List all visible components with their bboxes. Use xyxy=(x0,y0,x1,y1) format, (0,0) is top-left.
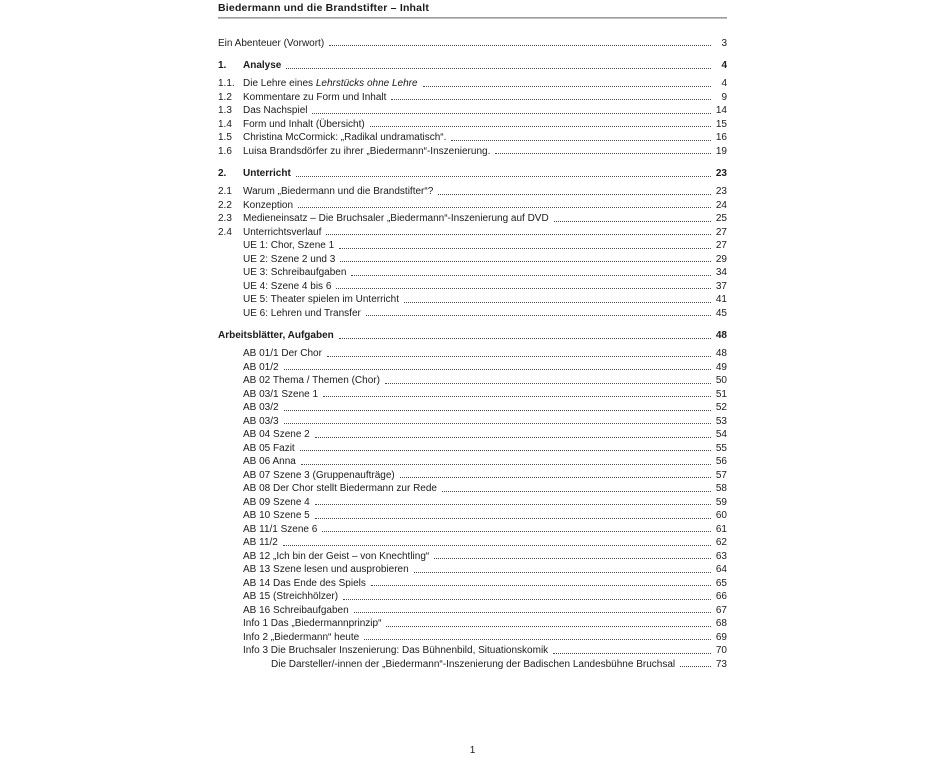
toc-entry-page: 4 xyxy=(721,78,727,89)
toc-entry-page: 23 xyxy=(715,168,727,179)
toc-entry xyxy=(218,413,727,427)
toc-entry-text: AB 08 Der Chor stellt Biedermann zur Rede xyxy=(243,483,437,494)
toc-entry-text: AB 07 Szene 3 (Gruppenaufträge) xyxy=(243,469,395,481)
toc-entry-label xyxy=(243,524,317,535)
toc-entry-label xyxy=(243,456,296,467)
dot-leader xyxy=(451,140,711,141)
toc-entry xyxy=(218,359,727,373)
toc-list xyxy=(218,35,727,670)
toc-entry-page: 37 xyxy=(715,280,727,292)
toc-entry-text: AB 10 Szene 5 xyxy=(243,510,310,521)
dot-leader xyxy=(315,437,711,438)
toc-entry xyxy=(218,116,727,130)
toc-entry-text: AB 13 Szene lesen und ausprobieren xyxy=(243,564,409,575)
toc-entry-number: 1.2 xyxy=(218,91,232,103)
page-header xyxy=(218,0,727,19)
toc-entry-page: 23 xyxy=(715,186,727,197)
dot-leader xyxy=(404,302,711,303)
toc-entry-page: 52 xyxy=(715,402,727,413)
toc-entry-page: 45 xyxy=(715,307,727,319)
dot-leader xyxy=(423,86,711,87)
toc-entry-text: AB 04 Szene 2 xyxy=(243,429,310,440)
toc-entry-page: 24 xyxy=(715,199,727,211)
dot-leader xyxy=(385,383,711,384)
toc-entry-text: Warum „Biedermann und die Brandstifter“? xyxy=(243,186,434,197)
toc-entry-label xyxy=(243,146,490,157)
toc-entry-page: 53 xyxy=(715,415,727,427)
page-footer xyxy=(218,745,727,756)
toc-entry-label xyxy=(243,78,418,89)
toc-entry-page: 65 xyxy=(715,577,727,589)
toc-entry-page: 4 xyxy=(721,60,727,71)
toc-entry-label xyxy=(243,564,409,575)
toc-entry-text: UE 2: Szene 2 und 3 xyxy=(243,253,336,265)
dot-leader xyxy=(300,450,711,451)
toc-entry-label xyxy=(243,308,361,319)
dot-leader xyxy=(284,423,711,424)
dot-leader xyxy=(284,410,711,411)
dot-leader xyxy=(336,288,711,289)
toc-entry xyxy=(218,454,727,468)
toc-entry-page: 16 xyxy=(715,132,727,143)
toc-entry-label xyxy=(243,254,335,265)
toc-entry-text: AB 11/1 Szene 6 xyxy=(243,523,318,535)
toc-entry-text: AB 06 Anna xyxy=(243,456,296,467)
toc-entry-page: 58 xyxy=(715,483,727,494)
toc-entry-text: AB 03/3 xyxy=(243,415,279,427)
toc-entry-text: Die Lehre eines xyxy=(243,78,316,89)
toc-entry xyxy=(218,143,727,157)
toc-entry xyxy=(218,58,727,72)
toc-entry-page: 64 xyxy=(715,564,727,575)
toc-entry-text: AB 16 Schreibaufgaben xyxy=(243,604,349,616)
toc-entry-label xyxy=(243,659,675,670)
toc-entry-page: 41 xyxy=(715,294,727,305)
dot-leader xyxy=(553,653,711,654)
toc-entry-page: 56 xyxy=(715,456,727,467)
dot-leader xyxy=(296,176,711,177)
toc-entry-number: 2.3 xyxy=(218,213,232,224)
toc-entry-label xyxy=(243,578,366,589)
toc-entry-label xyxy=(243,294,399,305)
toc-entry-page: 60 xyxy=(715,510,727,521)
toc-entry-text: AB 03/1 Szene 1 xyxy=(243,388,319,400)
toc-entry-text: AB 12 „Ich bin der Geist – von Knechtling“ xyxy=(243,550,430,562)
toc-entry-page: 3 xyxy=(721,37,727,49)
toc-entry xyxy=(218,305,727,319)
toc-entry-page: 69 xyxy=(715,631,727,643)
toc-entry-label xyxy=(243,375,380,386)
toc-entry-label xyxy=(243,645,548,656)
toc-entry-number: 1.4 xyxy=(218,118,232,130)
dot-leader xyxy=(323,396,711,397)
toc-entry-text: Medieneinsatz – Die Bruchsaler „Biedermann“-Inszenierung auf DVD xyxy=(243,213,549,224)
toc-entry-number: 1.5 xyxy=(218,132,232,143)
toc-entry-text: Das Nachspiel xyxy=(243,105,308,116)
toc-entry-number: 2.1 xyxy=(218,186,232,197)
dot-leader xyxy=(438,194,711,195)
toc-entry xyxy=(218,197,727,211)
toc-entry-text: Konzeption xyxy=(243,199,294,211)
toc-entry-label xyxy=(243,92,386,103)
toc-entry-page: 27 xyxy=(715,240,727,251)
toc-entry-page: 15 xyxy=(715,118,727,130)
toc-entry-label xyxy=(243,227,321,238)
toc-entry-page: 62 xyxy=(715,537,727,548)
dot-leader xyxy=(315,518,711,519)
dot-leader xyxy=(354,612,711,613)
toc-entry-text: AB 09 Szene 4 xyxy=(243,496,310,508)
toc-entry-page: 50 xyxy=(715,375,727,386)
toc-entry-text: Luisa Brandsdörfer zu ihrer „Biedermann“-Inszenierung. xyxy=(243,145,491,157)
toc-entry xyxy=(218,373,727,387)
toc-entry-label xyxy=(243,348,322,359)
dot-leader xyxy=(284,369,711,370)
toc-entry-text: Info 2 „Biedermann“ heute xyxy=(243,631,360,643)
toc-entry-text: Form und Inhalt (Übersicht) xyxy=(243,118,365,130)
toc-entry-page: 49 xyxy=(715,361,727,373)
dot-leader xyxy=(298,207,711,208)
toc-entry-label xyxy=(243,510,310,521)
toc-entry-text: Unterrichtsverlauf xyxy=(243,226,322,238)
toc-entry-text: Info 3 Die Bruchsaler Inszenierung: Das Bühnenbild, Situationskomik xyxy=(243,645,549,656)
dot-leader xyxy=(326,234,711,235)
toc-entry-label xyxy=(243,60,281,71)
toc-entry-label xyxy=(243,429,310,440)
toc-entry-text: Unterricht xyxy=(243,168,291,179)
toc-entry-label xyxy=(243,483,437,494)
toc-entry-label xyxy=(218,330,334,341)
toc-entry-number: 2.4 xyxy=(218,226,232,238)
toc-entry-label xyxy=(243,168,291,179)
toc-entry-text: UE 5: Theater spielen im Unterricht xyxy=(243,294,399,305)
toc-entry-text: UE 6: Lehren und Transfer xyxy=(243,307,361,319)
toc-entry-page: 51 xyxy=(715,388,727,400)
dot-leader xyxy=(554,221,711,222)
dot-leader xyxy=(329,45,711,46)
toc-entry-label xyxy=(243,497,310,508)
dot-leader xyxy=(301,464,711,465)
toc-entry xyxy=(218,427,727,441)
toc-entry-page: 9 xyxy=(721,91,727,103)
dot-leader xyxy=(340,261,711,262)
dot-leader xyxy=(351,275,711,276)
toc-entry-number: 1.1. xyxy=(218,78,235,89)
toc-entry-text: Analyse xyxy=(243,60,282,71)
toc-entry xyxy=(218,548,727,562)
toc-entry-page: 57 xyxy=(715,469,727,481)
toc-entry xyxy=(218,35,727,49)
toc-entry xyxy=(218,508,727,522)
header-rule xyxy=(218,17,727,19)
toc-entry-number: 1.6 xyxy=(218,145,232,157)
toc-entry xyxy=(218,589,727,603)
toc-entry-page: 70 xyxy=(715,645,727,656)
toc-entry-text: UE 4: Szene 4 bis 6 xyxy=(243,280,332,292)
toc-entry xyxy=(218,467,727,481)
toc-entry-number: 1.3 xyxy=(218,105,232,116)
toc-entry-label xyxy=(243,281,331,292)
toc-entry xyxy=(218,386,727,400)
toc-entry xyxy=(218,562,727,576)
dot-leader xyxy=(386,626,711,627)
toc-entry-page: 34 xyxy=(715,267,727,278)
toc-entry-label xyxy=(243,119,365,130)
toc-entry-text: UE 1: Chor, Szene 1 xyxy=(243,240,335,251)
dot-leader xyxy=(343,599,711,600)
toc-entry-number: 1. xyxy=(218,60,227,71)
toc-entry-number: 2. xyxy=(218,168,227,179)
toc-entry xyxy=(218,103,727,117)
toc-entry-page: 14 xyxy=(715,105,727,116)
toc-entry xyxy=(218,440,727,454)
dot-leader xyxy=(283,545,711,546)
toc-entry-label xyxy=(243,267,346,278)
toc-entry xyxy=(218,481,727,495)
toc-entry xyxy=(218,278,727,292)
toc-entry xyxy=(218,265,727,279)
toc-entry-text: AB 03/2 xyxy=(243,402,279,413)
toc-entry xyxy=(218,602,727,616)
toc-entry xyxy=(218,400,727,414)
toc-entry-page: 63 xyxy=(715,550,727,562)
toc-entry-label xyxy=(243,389,318,400)
toc-entry xyxy=(218,184,727,198)
toc-entry-label xyxy=(243,416,279,427)
toc-entry-label xyxy=(243,186,433,197)
toc-entry-label xyxy=(243,605,349,616)
toc-entry-page: 55 xyxy=(715,442,727,454)
toc-entry-text: Info 1 Das „Biedermannprinzip“ xyxy=(243,618,382,629)
toc-entry xyxy=(218,521,727,535)
toc-entry-text: Kommentare zu Form und Inhalt xyxy=(243,91,387,103)
dot-leader xyxy=(322,531,711,532)
toc-entry-text: AB 05 Fazit xyxy=(243,442,295,454)
toc-entry-text: AB 01/1 Der Chor xyxy=(243,348,322,359)
dot-leader xyxy=(339,338,711,339)
toc-entry xyxy=(218,224,727,238)
toc-entry-label xyxy=(243,618,381,629)
toc-entry-number: 2.2 xyxy=(218,199,232,211)
toc-entry-label xyxy=(243,132,446,143)
dot-leader xyxy=(366,315,711,316)
toc-entry-page: 29 xyxy=(715,253,727,265)
toc-entry-page: 59 xyxy=(715,496,727,508)
toc-entry-page: 61 xyxy=(715,523,727,535)
dot-leader xyxy=(339,248,711,249)
toc-entry xyxy=(218,130,727,144)
document-page xyxy=(218,0,727,670)
toc-entry-label xyxy=(243,213,549,224)
toc-entry-page: 66 xyxy=(715,591,727,602)
dot-leader xyxy=(495,153,711,154)
toc-entry-label xyxy=(243,240,334,251)
toc-entry xyxy=(218,238,727,252)
toc-entry-text: AB 14 Das Ende des Spiels xyxy=(243,577,366,589)
toc-entry-label xyxy=(243,362,279,373)
toc-entry-page: 25 xyxy=(715,213,727,224)
toc-entry-label xyxy=(243,470,395,481)
dot-leader xyxy=(370,126,711,127)
toc-entry xyxy=(218,535,727,549)
toc-entry xyxy=(218,616,727,630)
page-number: 1 xyxy=(469,745,476,756)
toc-entry xyxy=(218,292,727,306)
toc-entry-text: UE 3: Schreibaufgaben xyxy=(243,267,347,278)
dot-leader xyxy=(400,477,711,478)
toc-entry-label xyxy=(243,200,293,211)
dot-leader xyxy=(680,666,711,667)
dot-leader xyxy=(327,356,711,357)
dot-leader xyxy=(434,558,711,559)
dot-leader xyxy=(364,639,711,640)
toc-entry xyxy=(218,166,727,180)
toc-entry-page: 48 xyxy=(715,348,727,359)
toc-entry-text: Arbeitsblätter, Aufgaben xyxy=(218,330,334,341)
toc-entry-page: 54 xyxy=(715,429,727,440)
toc-entry-label xyxy=(243,105,307,116)
toc-entry-page: 27 xyxy=(715,226,727,238)
toc-entry-label xyxy=(243,551,429,562)
toc-entry-text: Christina McCormick: „Radikal undramatisch“. xyxy=(243,132,447,143)
toc-entry-text: AB 15 (Streichhölzer) xyxy=(243,591,339,602)
dot-leader xyxy=(391,99,711,100)
toc-entry-label xyxy=(243,443,295,454)
toc-entry xyxy=(218,629,727,643)
toc-entry-page: 19 xyxy=(715,145,727,157)
dot-leader xyxy=(442,491,711,492)
toc-entry xyxy=(218,346,727,360)
toc-entry xyxy=(218,328,727,342)
toc-entry-label xyxy=(218,38,324,49)
dot-leader xyxy=(286,68,711,69)
toc-entry xyxy=(218,575,727,589)
toc-entry-label xyxy=(243,402,279,413)
toc-entry-italic-text: Lehrstücks ohne Lehre xyxy=(315,78,418,89)
toc-entry-text: AB 01/2 xyxy=(243,361,279,373)
toc-entry-page: 68 xyxy=(715,618,727,629)
toc-entry-text: Ein Abenteuer (Vorwort) xyxy=(218,37,325,49)
toc-entry xyxy=(218,76,727,90)
page-title: Biedermann und die Brandstifter – Inhalt xyxy=(218,2,430,14)
toc-entry-text: AB 02 Thema / Themen (Chor) xyxy=(243,375,380,386)
dot-leader xyxy=(414,572,711,573)
toc-entry-page: 73 xyxy=(715,658,727,670)
toc-entry-page: 48 xyxy=(715,330,727,341)
toc-entry xyxy=(218,89,727,103)
toc-entry-label xyxy=(243,632,359,643)
toc-entry-label xyxy=(243,591,338,602)
toc-entry-label xyxy=(243,537,278,548)
toc-entry xyxy=(218,251,727,265)
toc-entry xyxy=(218,494,727,508)
toc-entry-page: 67 xyxy=(715,604,727,616)
toc-entry xyxy=(218,643,727,657)
toc-entry xyxy=(218,211,727,225)
toc-entry xyxy=(218,656,727,670)
dot-leader xyxy=(371,585,711,586)
toc-entry-text: AB 11/2 xyxy=(243,537,278,548)
dot-leader xyxy=(315,504,711,505)
dot-leader xyxy=(312,113,711,114)
toc-entry-text: Die Darsteller/-innen der „Biedermann“-Inszenierung der Badischen Landesbühne Bruchsal xyxy=(271,658,676,670)
